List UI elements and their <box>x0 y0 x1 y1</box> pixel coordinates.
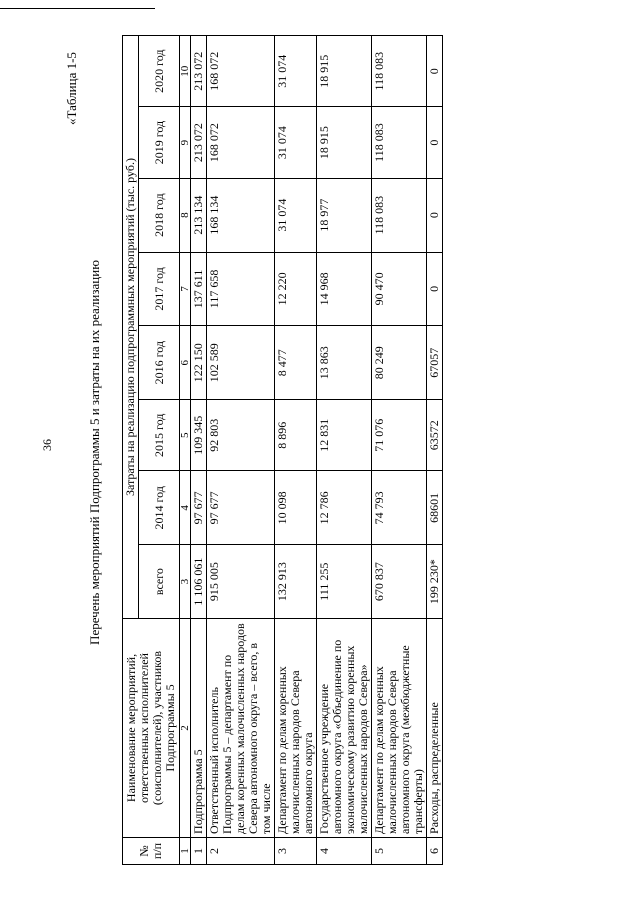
row-total: 111 255 <box>317 545 372 619</box>
table-number: «Таблица 1-5 <box>64 52 79 125</box>
column-index-row <box>180 36 191 865</box>
header-name: Наименование мероприятий, ответственных исполнителей (соисполнителей), участников Подпрограммы 5 <box>123 619 180 838</box>
column-index: 10 <box>180 36 191 107</box>
table-row <box>317 36 372 865</box>
row-2016: 122 150 <box>191 326 207 400</box>
row-2014: 97 677 <box>207 471 275 545</box>
row-2019: 168 072 <box>207 107 275 178</box>
row-2016: 8 477 <box>275 326 317 400</box>
row-2019: 18 915 <box>317 107 372 178</box>
row-2017: 12 220 <box>275 252 317 326</box>
row-total: 670 837 <box>372 545 427 619</box>
column-index: 8 <box>180 178 191 252</box>
row-2020: 168 072 <box>207 36 275 107</box>
header-year: 2016 год <box>139 326 180 400</box>
table-row <box>372 36 427 865</box>
row-2019: 118 083 <box>372 107 427 178</box>
row-no: 3 <box>275 837 317 864</box>
column-index: 2 <box>180 619 191 838</box>
row-total: 1 106 061 <box>191 545 207 619</box>
row-2014: 12 786 <box>317 471 372 545</box>
table-row <box>427 36 443 865</box>
row-name: Государственное учреждение автономного округа «Объединение по экономическому развитию коренных малочисленных народов Севера» <box>317 619 372 838</box>
column-index: 5 <box>180 400 191 471</box>
header-year: 2018 год <box>139 178 180 252</box>
row-2018: 168 134 <box>207 178 275 252</box>
row-2015: 92 803 <box>207 400 275 471</box>
row-2017: 14 968 <box>317 252 372 326</box>
row-2019: 31 074 <box>275 107 317 178</box>
row-no: 4 <box>317 837 372 864</box>
row-2020: 18 915 <box>317 36 372 107</box>
row-name: Расходы, распределенные <box>427 619 443 838</box>
header-year: 2014 год <box>139 471 180 545</box>
row-2020: 0 <box>427 36 443 107</box>
table-row <box>191 36 207 865</box>
row-2018: 31 074 <box>275 178 317 252</box>
row-2014: 97 677 <box>191 471 207 545</box>
row-2015: 63572 <box>427 400 443 471</box>
row-total: 199 230* <box>427 545 443 619</box>
row-2020: 213 072 <box>191 36 207 107</box>
row-no: 6 <box>427 837 443 864</box>
row-2017: 90 470 <box>372 252 427 326</box>
row-name: Департамент по делам коренных малочисленных народов Севера автономного округа (межбюджетные трансферты) <box>372 619 427 838</box>
row-2016: 67057 <box>427 326 443 400</box>
column-index: 7 <box>180 252 191 326</box>
header-total: всего <box>139 545 180 619</box>
row-2016: 102 589 <box>207 326 275 400</box>
header-year: 2015 год <box>139 400 180 471</box>
row-total: 132 913 <box>275 545 317 619</box>
row-2014: 68601 <box>427 471 443 545</box>
header-year: 2019 год <box>139 107 180 178</box>
row-no: 1 <box>191 837 207 864</box>
row-2016: 80 249 <box>372 326 427 400</box>
column-index: 9 <box>180 107 191 178</box>
row-2018: 118 083 <box>372 178 427 252</box>
row-name: Подпрограмма 5 <box>191 619 207 838</box>
column-index: 1 <box>180 837 191 864</box>
row-2015: 8 896 <box>275 400 317 471</box>
column-index: 3 <box>180 545 191 619</box>
costs-table <box>122 35 443 865</box>
row-no: 5 <box>372 837 427 864</box>
row-2018: 0 <box>427 178 443 252</box>
table-row <box>207 36 275 865</box>
row-2015: 71 076 <box>372 400 427 471</box>
row-2019: 0 <box>427 107 443 178</box>
row-2018: 18 977 <box>317 178 372 252</box>
row-2019: 213 072 <box>191 107 207 178</box>
header-year: 2020 год <box>139 36 180 107</box>
row-2020: 118 083 <box>372 36 427 107</box>
table-title: Перечень мероприятий Подпрограммы 5 и затраты на их реализацию <box>87 260 102 645</box>
row-name: Ответственный исполнитель Подпрограммы 5 – департамент по делам коренных малочисленных народов Севера автономного округа – всего, в том числе <box>207 619 275 838</box>
row-2015: 12 831 <box>317 400 372 471</box>
row-2017: 137 611 <box>191 252 207 326</box>
row-2017: 117 658 <box>207 252 275 326</box>
row-2014: 74 793 <box>372 471 427 545</box>
row-2018: 213 134 <box>191 178 207 252</box>
row-2015: 109 345 <box>191 400 207 471</box>
header-year: 2017 год <box>139 252 180 326</box>
page-number: 36 <box>40 439 54 451</box>
table-row <box>275 36 317 865</box>
column-index: 6 <box>180 326 191 400</box>
row-name: Департамент по делам коренных малочисленных народов Севера автономного округа <box>275 619 317 838</box>
row-2014: 10 098 <box>275 471 317 545</box>
row-total: 915 005 <box>207 545 275 619</box>
row-2016: 13 863 <box>317 326 372 400</box>
row-no: 2 <box>207 837 275 864</box>
row-2017: 0 <box>427 252 443 326</box>
row-2020: 31 074 <box>275 36 317 107</box>
header-costs-group: Затраты на реализацию подпрограммных мероприятий (тыс. руб.) <box>123 36 139 619</box>
header-no: № п/п <box>123 837 180 864</box>
column-index: 4 <box>180 471 191 545</box>
header-row-top <box>123 36 139 865</box>
